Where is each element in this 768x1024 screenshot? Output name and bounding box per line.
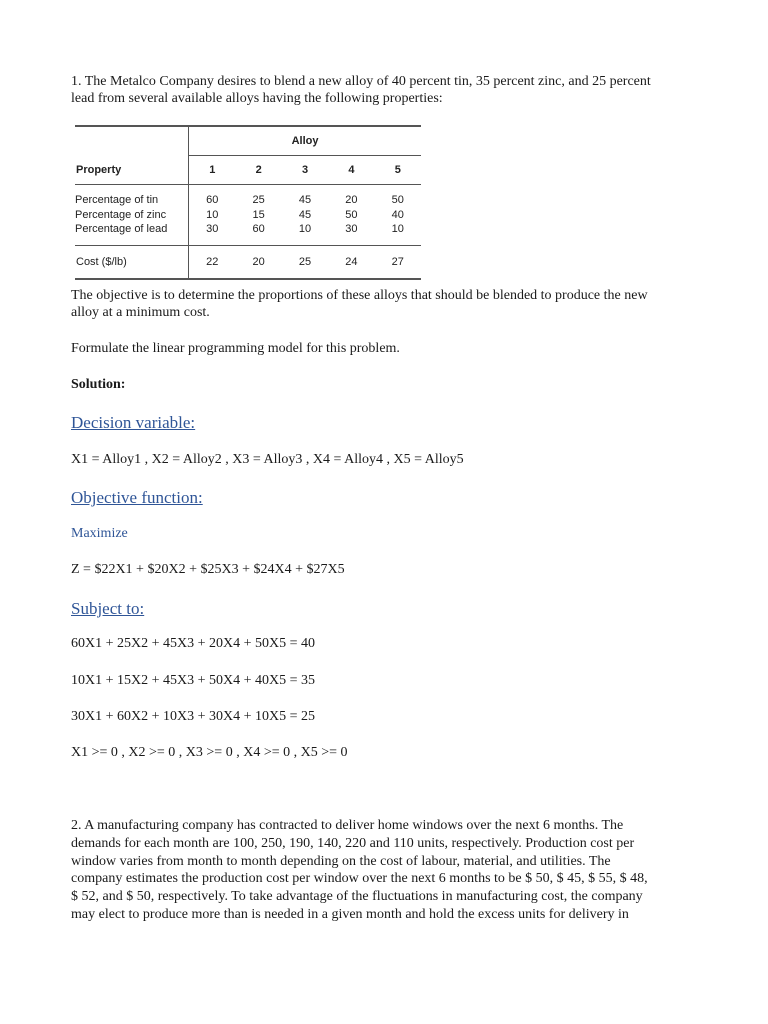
table-column-header: 2: [235, 156, 281, 185]
problem-2-paragraph: [71, 817, 701, 924]
table-cell: 40: [391, 208, 404, 221]
formulate-paragraph: Formulate the linear programming model for this problem.: [71, 341, 400, 356]
table-cell: 60: [206, 194, 219, 207]
constraint-line: 30X1 + 60X2 + 10X3 + 30X4 + 10X5 = 25: [71, 709, 316, 724]
table-column-header: 5: [375, 156, 421, 185]
table-cell: 24: [328, 245, 374, 279]
text-line: $ 52, and $ 50, respectively. To take advantage of the fluctuations in manufacturing cost, the company: [71, 889, 643, 905]
table-column-header: 3: [282, 156, 328, 185]
table-cell: 10: [298, 223, 312, 236]
table-column-header: 1: [189, 156, 236, 185]
constraint-line: 10X1 + 15X2 + 45X3 + 50X4 + 40X5 = 35: [71, 673, 316, 688]
table-row-label: Percentage of lead: [75, 222, 189, 245]
table-row-label: Cost ($/lb): [75, 245, 189, 279]
table-property-header: Property: [75, 156, 189, 185]
text-line: 2. A manufacturing company has contracted to deliver home windows over the next 6 months. The: [71, 818, 624, 833]
table-cell: 50: [391, 194, 404, 207]
table-column-header: 4: [328, 156, 374, 185]
table-cell: 10: [206, 208, 219, 221]
text-line: company estimates the production cost per window over the next 6 months to be $ 50, $ 45, $ 55, $ 48,: [71, 871, 648, 887]
table-row-label: Percentage of zinc: [75, 208, 189, 223]
alloy-properties-table: [75, 125, 421, 270]
constraint-line: X1 >= 0 , X2 >= 0 , X3 >= 0 , X4 >= 0 , X5 >= 0: [71, 745, 348, 760]
table-row: [75, 222, 421, 245]
table-row: [75, 185, 421, 208]
table-cell: 15: [252, 208, 265, 221]
problem-1-intro: [71, 73, 711, 107]
objective-paragraph: [71, 287, 711, 321]
constraint-line: 60X1 + 25X2 + 45X3 + 20X4 + 50X5 = 40: [71, 636, 316, 651]
table-row-label: Percentage of tin: [75, 185, 189, 208]
table-cell: 10: [391, 223, 404, 236]
decision-variable-heading: Decision variable:: [71, 413, 196, 432]
table-cell: 22: [189, 245, 236, 279]
text-line: window varies from month to month depending on the cost of labour, material, and utilities. The: [71, 853, 611, 869]
table-cell: 30: [345, 223, 358, 236]
table-cell: 50: [345, 208, 358, 221]
table-row: [75, 208, 421, 223]
table-cell: 25: [282, 245, 328, 279]
text-line: demands for each month are 100, 250, 190, 140, 220 and 110 units, respectively. Production cost per: [71, 835, 635, 851]
table-cell: 60: [252, 223, 265, 236]
table-cell: 25: [252, 194, 265, 207]
text-line: 1. The Metalco Company desires to blend a new alloy of 40 percent tin, 35 percent zinc, and 25 percent: [71, 74, 651, 89]
text-line: lead from several available alloys having the following properties:: [71, 91, 443, 106]
table-group-header: Alloy: [291, 135, 319, 147]
solution-label: Solution:: [71, 377, 126, 392]
table-cell: 20: [235, 245, 281, 279]
text-line: alloy at a minimum cost.: [71, 305, 210, 320]
decision-variable-text: X1 = Alloy1 , X2 = Alloy2 , X3 = Alloy3 , X4 = Alloy4 , X5 = Alloy5: [71, 452, 464, 467]
table-cell: 45: [298, 208, 312, 221]
text-line: The objective is to determine the proportions of these alloys that should be blended to produce the new: [71, 288, 648, 303]
table-cell: 27: [375, 245, 421, 279]
table-cell: 20: [345, 194, 358, 207]
objective-equation: Z = $22X1 + $20X2 + $25X3 + $24X4 + $27X5: [71, 562, 345, 577]
table-row-cost: [75, 245, 421, 279]
text-line: may elect to produce more than is needed in a given month and hold the excess units for delivery in: [71, 906, 629, 922]
subject-to-heading: Subject to:: [71, 599, 145, 618]
table-cell: 45: [298, 194, 312, 207]
table-cell: 30: [206, 223, 219, 236]
objective-function-heading: Objective function:: [71, 488, 203, 507]
maximize-label: Maximize: [71, 526, 128, 541]
